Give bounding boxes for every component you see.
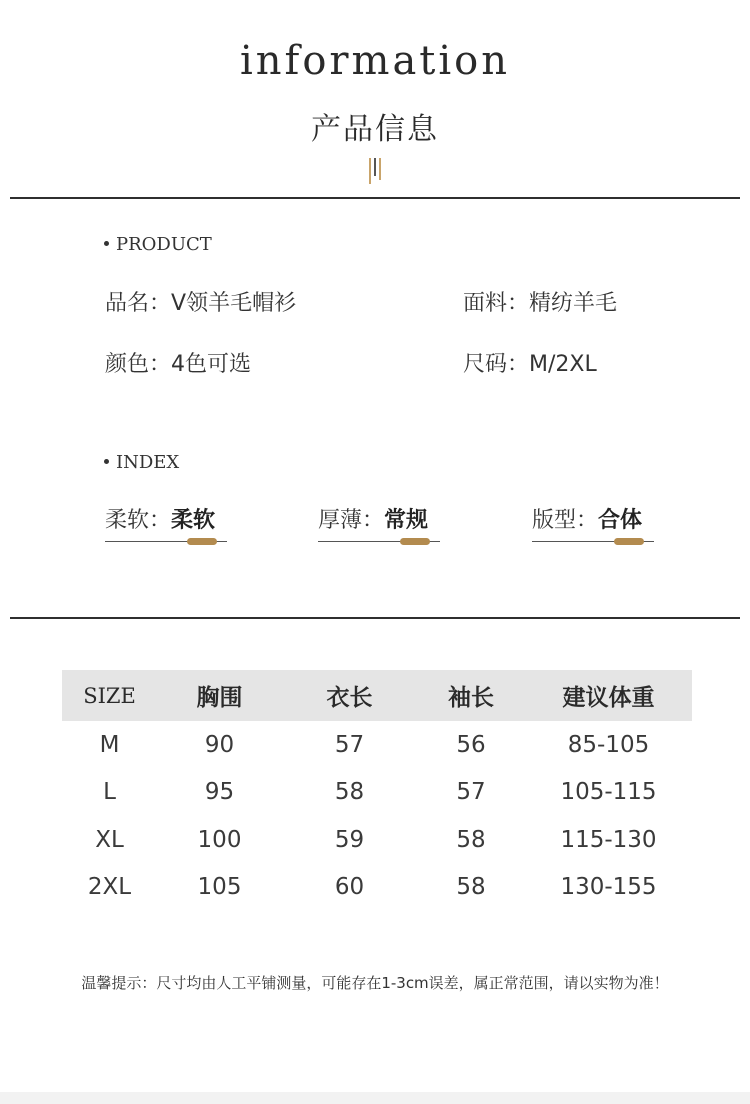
table-row (62, 816, 692, 864)
size-table-header (62, 670, 692, 721)
top-divider (10, 197, 740, 199)
table-cell: 56 (456, 731, 486, 758)
page-title-en: information (239, 38, 511, 84)
header-sleeve: 袖长 (448, 685, 494, 711)
table-cell: 130-155 (560, 874, 657, 901)
index-scale-marker (400, 538, 430, 545)
table-cell: 105 (197, 874, 242, 901)
table-cell: 58 (456, 826, 486, 853)
index-value: 柔软 (171, 508, 216, 533)
field-value: V领羊毛帽衫 (171, 291, 297, 316)
table-cell: 85-105 (567, 731, 650, 758)
field-label: 颜色 ： (105, 352, 171, 377)
index-value: 合体 (598, 508, 643, 533)
table-cell: 57 (334, 731, 365, 758)
table-cell: 95 (204, 779, 235, 806)
table-cell: 105-115 (560, 779, 657, 806)
product-field-color (105, 347, 251, 378)
table-row (62, 769, 692, 817)
table-cell: 100 (197, 826, 242, 853)
table-cell: 58 (334, 779, 365, 806)
field-value: 精纺羊毛 (529, 291, 618, 316)
index-heading-label: INDEX (116, 452, 180, 473)
size-table (62, 670, 692, 911)
bullet-icon (104, 241, 109, 246)
table-cell: XL (95, 826, 124, 853)
index-label: 柔软 ： (105, 508, 171, 533)
header-weight: 建议体重 (562, 685, 655, 711)
header-length: 衣长 (326, 685, 373, 711)
product-heading-label: PRODUCT (116, 234, 212, 255)
index-scale-marker (187, 538, 217, 545)
header-size: SIZE (83, 683, 136, 708)
table-row (62, 864, 692, 912)
bottom-strip (0, 1092, 750, 1104)
index-fit (532, 503, 656, 534)
index-heading (104, 452, 179, 473)
measurement-note: 温馨提示：尺寸均由人工平铺测量，可能存在1-3cm误差，属正常范围，请以实物为准！ (81, 974, 669, 992)
index-value: 常规 (384, 508, 429, 533)
index-label: 厚薄 ： (318, 508, 384, 533)
table-cell: 2XL (87, 874, 132, 901)
table-row (62, 721, 692, 769)
bullet-icon (104, 459, 109, 464)
table-cell: 60 (334, 874, 365, 901)
page-title-cn: 产品信息 (311, 112, 439, 147)
table-cell: 58 (456, 874, 486, 901)
middle-divider (10, 617, 740, 619)
header-chest: 胸围 (196, 685, 243, 711)
title-ornament (367, 158, 383, 184)
field-value: M/2XL (529, 352, 597, 377)
field-value: 4色可选 (171, 352, 252, 377)
table-cell: M (99, 731, 120, 758)
table-cell: 90 (204, 731, 235, 758)
index-thickness (318, 503, 442, 534)
table-cell: 57 (456, 779, 486, 806)
field-label: 品名 ： (105, 291, 171, 316)
index-label: 版型 ： (532, 508, 598, 533)
field-label: 尺码 ： (463, 352, 529, 377)
index-softness (105, 503, 229, 534)
field-label: 面料 ： (463, 291, 529, 316)
table-cell: L (103, 779, 116, 806)
index-scale-marker (614, 538, 644, 545)
product-field-size (463, 347, 597, 378)
table-cell: 59 (334, 826, 365, 853)
product-heading (104, 234, 212, 255)
table-cell: 115-130 (560, 826, 657, 853)
product-field-name (105, 286, 296, 317)
product-field-fabric (463, 286, 617, 317)
